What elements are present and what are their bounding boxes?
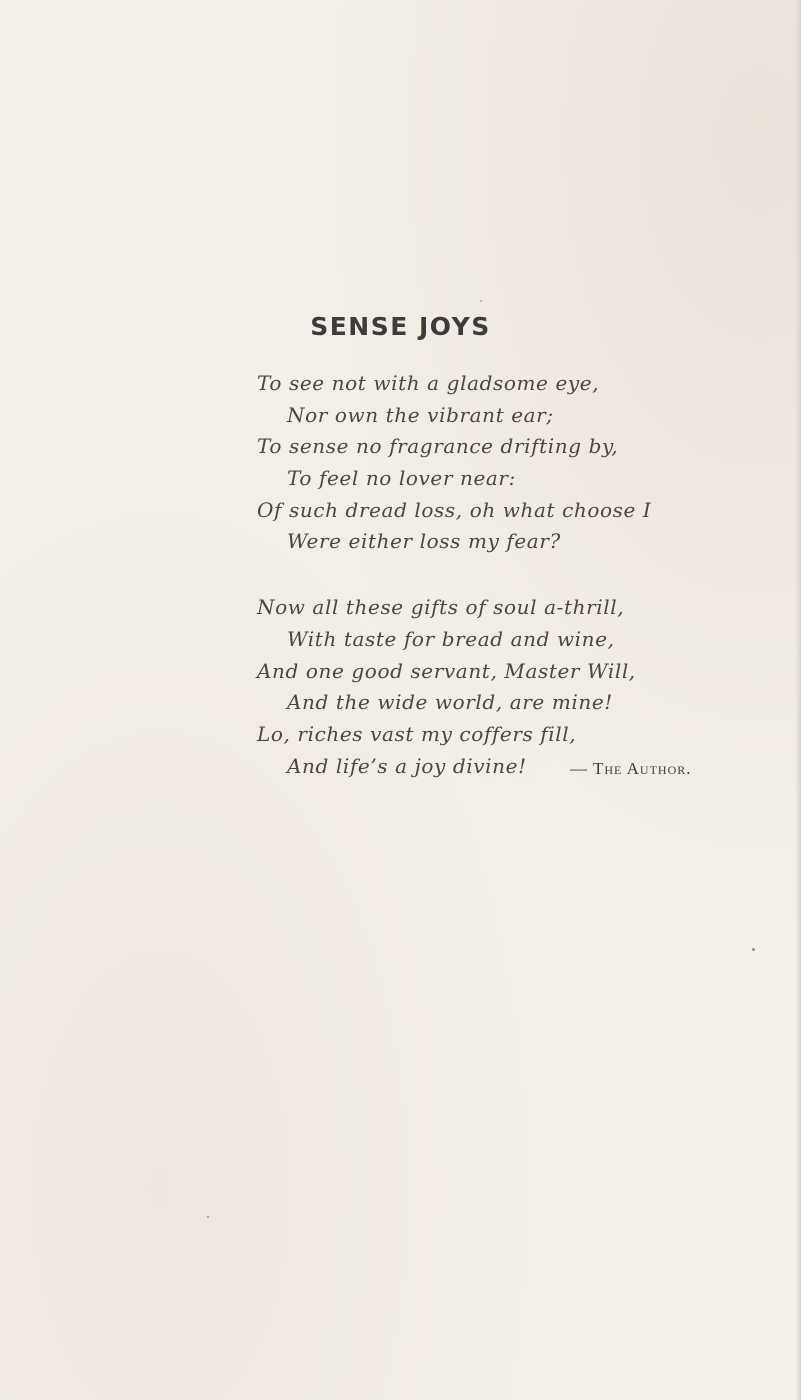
poem-body: [257, 368, 777, 782]
page-edge-shadow: [795, 0, 801, 1400]
poem-line: With taste for bread and wine,: [287, 626, 615, 651]
paper-speck: [480, 300, 482, 302]
poem-line: And life’s a joy divine!: [287, 753, 527, 778]
poem-line: And one good servant, Master Will,: [257, 658, 636, 683]
attribution: — The Author.: [570, 759, 692, 778]
paper-speck: [207, 1216, 209, 1218]
poem-line: To sense no fragrance drifting by,: [257, 434, 619, 459]
stanza-1: [257, 368, 777, 558]
stanza-2: [257, 592, 777, 782]
poem-line: Now all these gifts of soul a-thrill,: [257, 595, 625, 620]
paper-speck: [752, 948, 755, 951]
poem-line: And the wide world, are mine!: [287, 690, 613, 715]
poem-line: Of such dread loss, oh what choose I: [257, 497, 652, 522]
poem-line: To feel no lover near:: [287, 466, 516, 491]
poem-line: To see not with a gladsome eye,: [257, 371, 600, 395]
poem-line: Lo, riches vast my coffers fill,: [257, 721, 577, 746]
poem-line: Were either loss my fear?: [287, 529, 561, 554]
poem-title: SENSE JOYS: [310, 312, 491, 341]
poem-line: Nor own the vibrant ear;: [287, 402, 554, 427]
